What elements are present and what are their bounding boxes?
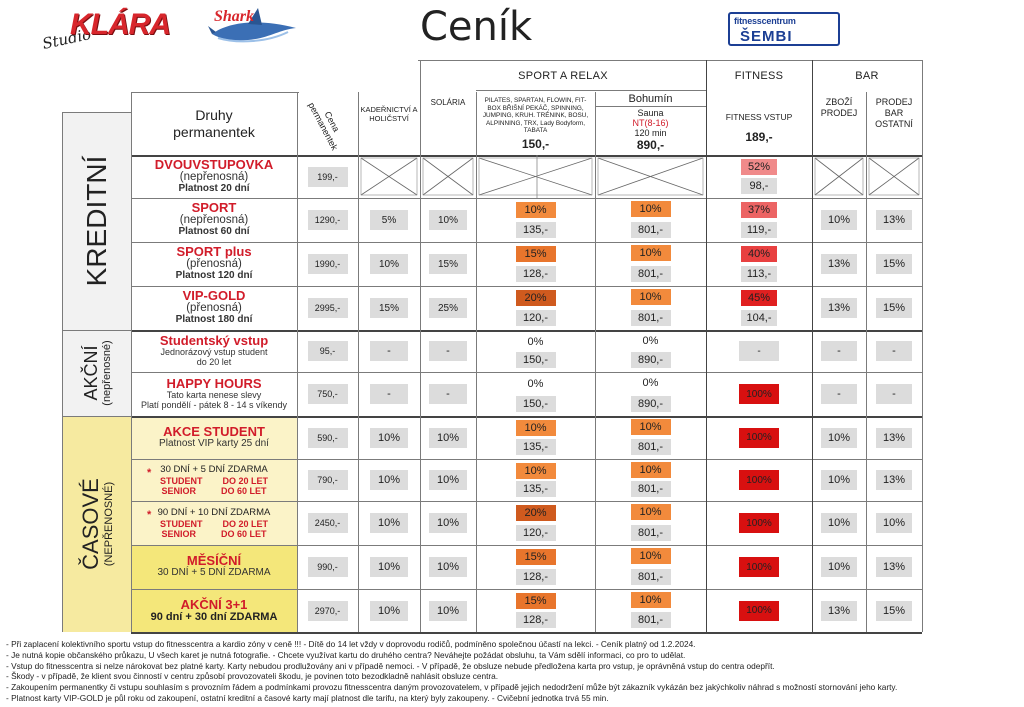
asterisk-icon: * <box>147 509 152 521</box>
fitness-price: 104,- <box>741 310 777 326</box>
grid-line <box>131 92 297 93</box>
header-lekce-price: 150,- <box>521 137 550 151</box>
cross-out-icon <box>358 155 420 198</box>
section-casove-subtitle: (NEPŘENOSNÉ) <box>102 481 115 567</box>
header-druhy: Druhy permanentek <box>173 107 255 140</box>
footer-note: - Při zaplacení kolektivního sportu vstup do fitnesscentra a kardio zóny v ceně !!! - Dítě do 14 let vždy v doprovodu rodičů, podmíněno společnou účastí na lekci. - Ceník platný od 1.2.2024. <box>6 639 696 649</box>
row-title: SPORT plus <box>176 244 252 259</box>
fitness-discount: 40% <box>741 246 777 262</box>
row-detail: Platnost 20 dní <box>178 182 250 194</box>
kadernictvi-cell: - <box>370 341 408 361</box>
header-sauna-min: 120 min <box>634 127 667 138</box>
grid-line <box>62 416 131 417</box>
price-cell: 990,- <box>308 557 348 577</box>
kadernictvi-cell: - <box>370 384 408 404</box>
price-cell: 790,- <box>308 470 348 490</box>
footer-note: - Je nutná kopie občanského průkazu, U všech karet je nutná fotografie. - Chcete využívat kartu do druhého centra? Neváhejte požádat obsluhu, ta Vám sdělí informaci, co pro to udělat. <box>6 649 686 660</box>
price-cell: 2995,- <box>308 298 348 318</box>
grid-line <box>131 92 132 155</box>
sauna-price: 801,- <box>631 439 671 455</box>
bar-cell: 13% <box>876 428 912 448</box>
logo-klara: Studio KLÁRA <box>40 8 170 53</box>
page-title: Ceník <box>420 4 533 50</box>
section-akcni-title: AKČNÍ <box>80 345 101 401</box>
cross-out-icon <box>866 155 922 198</box>
bar-cell: - <box>876 384 912 404</box>
solaria-cell: 10% <box>429 470 467 490</box>
section-casove <box>62 416 131 632</box>
sauna-discount: 10% <box>631 245 671 261</box>
row-title: 90 DNÍ + 10 DNÍ ZDARMA <box>157 507 271 518</box>
lekce-discount: 0% <box>527 335 544 348</box>
row-name <box>131 416 297 459</box>
lekce-price: 135,- <box>516 481 556 497</box>
kadernictvi-cell: 10% <box>370 601 408 621</box>
row-name <box>131 242 297 286</box>
zbozi-cell: 10% <box>821 557 857 577</box>
sauna-price: 801,- <box>631 525 671 541</box>
fitness-discount: 100% <box>739 513 779 533</box>
row-name <box>131 198 297 242</box>
row-name <box>131 545 297 589</box>
section-akcni-subtitle: (nepřenosné) <box>100 340 113 406</box>
zbozi-cell: 10% <box>821 513 857 533</box>
sauna-price: 801,- <box>631 481 671 497</box>
grid-line <box>131 632 922 634</box>
lekce-discount: 15% <box>516 549 556 565</box>
row-name <box>131 155 297 198</box>
row-name <box>131 330 297 372</box>
fitness-discount: 100% <box>739 384 779 404</box>
header-cena: Cena permanentek <box>306 100 342 152</box>
header-sauna-price: 890,- <box>636 138 665 152</box>
grid-line <box>420 60 421 632</box>
lekce-price: 128,- <box>516 266 556 282</box>
lekce-price: 135,- <box>516 222 556 238</box>
sauna-discount: 10% <box>631 592 671 608</box>
sauna-discount: 0% <box>642 334 659 347</box>
lekce-price: 120,- <box>516 525 556 541</box>
solaria-cell: - <box>429 384 467 404</box>
fitness-price: 119,- <box>741 222 777 238</box>
price-cell: 750,- <box>308 384 348 404</box>
row-title: AKČNÍ 3+1 <box>180 596 248 612</box>
header-sauna: Sauna <box>637 107 664 118</box>
asterisk-icon: * <box>147 467 152 479</box>
sauna-price: 801,- <box>631 266 671 282</box>
price-cell: 2450,- <box>308 513 348 533</box>
grid-line <box>922 60 923 632</box>
row-title: VIP-GOLD <box>182 288 246 303</box>
zbozi-cell: 13% <box>821 298 857 318</box>
fitness-price: 113,- <box>741 266 777 282</box>
kadernictvi-cell: 15% <box>370 298 408 318</box>
bar-cell: 15% <box>876 601 912 621</box>
fitness-price: 98,- <box>741 178 777 194</box>
solaria-cell: 10% <box>429 428 467 448</box>
cross-out-icon <box>420 155 476 198</box>
row-subtitle: (nepřenosná) <box>179 214 249 226</box>
section-akcni <box>62 330 131 416</box>
row-detail: Platnost 180 dní <box>175 314 253 325</box>
zbozi-cell: 10% <box>821 210 857 230</box>
sauna-price: 801,- <box>631 612 671 628</box>
row-subtitle: Platnost VIP karty 25 dní <box>159 437 269 449</box>
group-fitness: FITNESS <box>734 70 784 82</box>
fitness-discount: 100% <box>739 557 779 577</box>
lekce-price: 150,- <box>516 396 556 412</box>
price-cell: 1990,- <box>308 254 348 274</box>
lekce-discount: 10% <box>516 420 556 436</box>
row-title: DVOUVSTUPOVKA <box>154 156 274 172</box>
lekce-discount: 15% <box>516 246 556 262</box>
bar-cell: 15% <box>876 254 912 274</box>
solaria-cell: - <box>429 341 467 361</box>
grid-line <box>812 60 813 632</box>
bar-cell: 10% <box>876 513 912 533</box>
fitness-discount: 100% <box>739 601 779 621</box>
sauna-discount: 10% <box>631 548 671 564</box>
header-kadernictvi: KADEŘNICTVÍ A HOLIČSTVÍ <box>360 105 418 123</box>
row-name <box>131 372 297 416</box>
sauna-price: 801,- <box>631 569 671 585</box>
zbozi-cell: - <box>821 341 857 361</box>
zbozi-cell: - <box>821 384 857 404</box>
fitness-discount: 100% <box>739 428 779 448</box>
kadernictvi-cell: 10% <box>370 513 408 533</box>
header-sauna-nt: NT(8-16) <box>632 117 669 128</box>
header-bar-ostatni: PRODEJ BAR OSTATNÍ <box>875 96 913 129</box>
kadernictvi-cell: 5% <box>370 210 408 230</box>
bar-cell: 13% <box>876 470 912 490</box>
row-title: HAPPY HOURS <box>166 376 262 391</box>
row-subtitle: (přenosná) <box>186 258 242 270</box>
header-fitness-vstup: FITNESS VSTUP <box>725 112 793 122</box>
fitness-discount: 100% <box>739 470 779 490</box>
row-subtitle: (přenosná) <box>186 302 242 314</box>
lekce-discount: 10% <box>516 202 556 218</box>
fitness-discount: - <box>739 341 779 361</box>
grid-line <box>62 330 131 331</box>
footer-note: - Zakoupením permanentky či vstupu souhlasím s provozním řádem a podmínkami provozu fitnesscentra daným provozovatelem, v případě jejich nedodržení může být zákazník vykázán bez jakýchkoliv náhrad s možností stornování jeho karty. <box>6 682 898 693</box>
zbozi-cell: 10% <box>821 470 857 490</box>
bar-cell: 13% <box>876 557 912 577</box>
row-subtitle: STUDENT DO 20 LET <box>159 519 268 529</box>
bar-cell: 13% <box>876 210 912 230</box>
grid-line <box>298 92 299 93</box>
sauna-discount: 0% <box>642 377 659 390</box>
section-casove-title: ČASOVÉ <box>77 478 103 570</box>
row-subtitle: (nepřenosná) <box>179 170 249 183</box>
logo-shark: Shark <box>208 4 300 50</box>
grid-line <box>297 92 298 632</box>
lekce-price: 128,- <box>516 569 556 585</box>
cross-out-icon <box>595 155 706 198</box>
group-bar: BAR <box>855 70 879 82</box>
price-cell: 2970,- <box>308 601 348 621</box>
sauna-discount: 10% <box>631 419 671 435</box>
logo-sembi: fitnesscentrum ŠEMBI <box>728 12 840 46</box>
sauna-price: 801,- <box>631 222 671 238</box>
bar-cell: 15% <box>876 298 912 318</box>
row-title: MĚSÍČNÍ <box>186 553 242 568</box>
row-name <box>131 286 297 330</box>
fitness-discount: 37% <box>741 202 777 218</box>
bar-cell: - <box>876 341 912 361</box>
price-cell: 199,- <box>308 167 348 187</box>
row-subtitle: Tato karta nenese slevy <box>166 390 262 400</box>
footer-note: - Vstup do fitnesscentra si nelze nárokovat bez platné karty. Karty nebudou prodlužovány ani v případě nemoci. - V případě, že obsluze nebude předložena karta pro vstup, je oprávněná vstup do centra odepřít. <box>6 660 775 671</box>
zbozi-cell: 13% <box>821 601 857 621</box>
sauna-price: 890,- <box>631 352 671 368</box>
row-name <box>131 589 297 632</box>
lekce-discount: 0% <box>527 378 544 391</box>
lekce-price: 120,- <box>516 310 556 326</box>
row-subtitle: STUDENT DO 20 LET <box>159 476 268 486</box>
header-solaria: SOLÁRIA <box>430 97 466 107</box>
row-name <box>131 501 297 545</box>
kadernictvi-cell: 10% <box>370 428 408 448</box>
kadernictvi-cell: 10% <box>370 470 408 490</box>
grid-line <box>476 90 706 91</box>
solaria-cell: 10% <box>429 557 467 577</box>
row-name <box>131 459 297 501</box>
grid-line <box>418 60 922 61</box>
row-detail: SENIOR DO 60 LET <box>161 529 267 539</box>
section-kreditni <box>62 112 131 330</box>
row-detail: do 20 let <box>196 357 232 367</box>
solaria-cell: 25% <box>429 298 467 318</box>
footer-note: - Platnost karty VIP-GOLD je půl roku od zakoupení, ostatní kreditní a časové karty mají platnost dle tarifu, na který byly zakoupeny. - Cvičební jednotka trvá 55 min. <box>6 692 609 703</box>
kadernictvi-cell: 10% <box>370 557 408 577</box>
row-detail: SENIOR DO 60 LET <box>161 486 267 496</box>
kadernictvi-cell: 10% <box>370 254 408 274</box>
lekce-price: 135,- <box>516 439 556 455</box>
zbozi-cell: 13% <box>821 254 857 274</box>
header-lekce: PILATES, SPARTAN, FLOWIN, FIT-BOX BŘIŠNÍ PEKÁČ, SPINNING, JUMPING, KRUH. TRÉNINK, BOSU, ALPINNING, TRX, Lady Bodyform, TABATA <box>482 97 589 135</box>
price-cell: 590,- <box>308 428 348 448</box>
lekce-price: 150,- <box>516 352 556 368</box>
sauna-price: 801,- <box>631 310 671 326</box>
sauna-price: 890,- <box>631 396 671 412</box>
row-title: 30 DNÍ + 5 DNÍ ZDARMA <box>160 464 268 475</box>
lekce-price: 128,- <box>516 612 556 628</box>
row-title: SPORT <box>191 200 237 215</box>
fitness-discount: 45% <box>741 290 777 306</box>
price-cell: 95,- <box>308 341 348 361</box>
row-subtitle: 90 dní + 30 dní ZDARMA <box>150 610 278 623</box>
header-bohumin: Bohumín <box>628 93 673 105</box>
row-detail: Platnost 120 dní <box>175 270 253 281</box>
zbozi-cell: 10% <box>821 428 857 448</box>
solaria-cell: 10% <box>429 601 467 621</box>
solaria-cell: 10% <box>429 210 467 230</box>
sauna-discount: 10% <box>631 201 671 217</box>
lekce-discount: 15% <box>516 593 556 609</box>
lekce-discount: 10% <box>516 463 556 479</box>
sauna-discount: 10% <box>631 504 671 520</box>
price-cell: 1290,- <box>308 210 348 230</box>
lekce-discount: 20% <box>516 290 556 306</box>
cross-out-icon <box>812 155 866 198</box>
footer-notes <box>6 639 1022 704</box>
footer-note: - Škody - v případě, že klient svou činností v centru způsobí provozovateli škodu, je povinen toto bezodkladně nahlásit obsluze centra. <box>6 671 499 682</box>
header-fitness-price: 189,- <box>745 130 773 144</box>
row-title: AKCE STUDENT <box>163 423 265 439</box>
row-title: Studentský vstup <box>159 333 269 348</box>
sauna-discount: 10% <box>631 462 671 478</box>
solaria-cell: 15% <box>429 254 467 274</box>
solaria-cell: 10% <box>429 513 467 533</box>
fitness-discount: 52% <box>741 159 777 175</box>
header-zbozi: ZBOŽÍ PRODEJ <box>820 97 858 118</box>
section-kreditni-title: KREDITNÍ <box>80 155 112 287</box>
row-subtitle: Jednorázový vstup student <box>160 347 268 357</box>
row-detail: Platí pondělí - pátek 8 - 14 s víkendy <box>140 400 288 410</box>
row-detail: Platnost 60 dní <box>178 226 250 237</box>
lekce-discount: 20% <box>516 505 556 521</box>
grid-line <box>536 155 538 198</box>
row-subtitle: 30 DNÍ + 5 DNÍ ZDARMA <box>157 567 271 578</box>
group-sport-relax: SPORT A RELAX <box>518 70 608 82</box>
sauna-discount: 10% <box>631 289 671 305</box>
